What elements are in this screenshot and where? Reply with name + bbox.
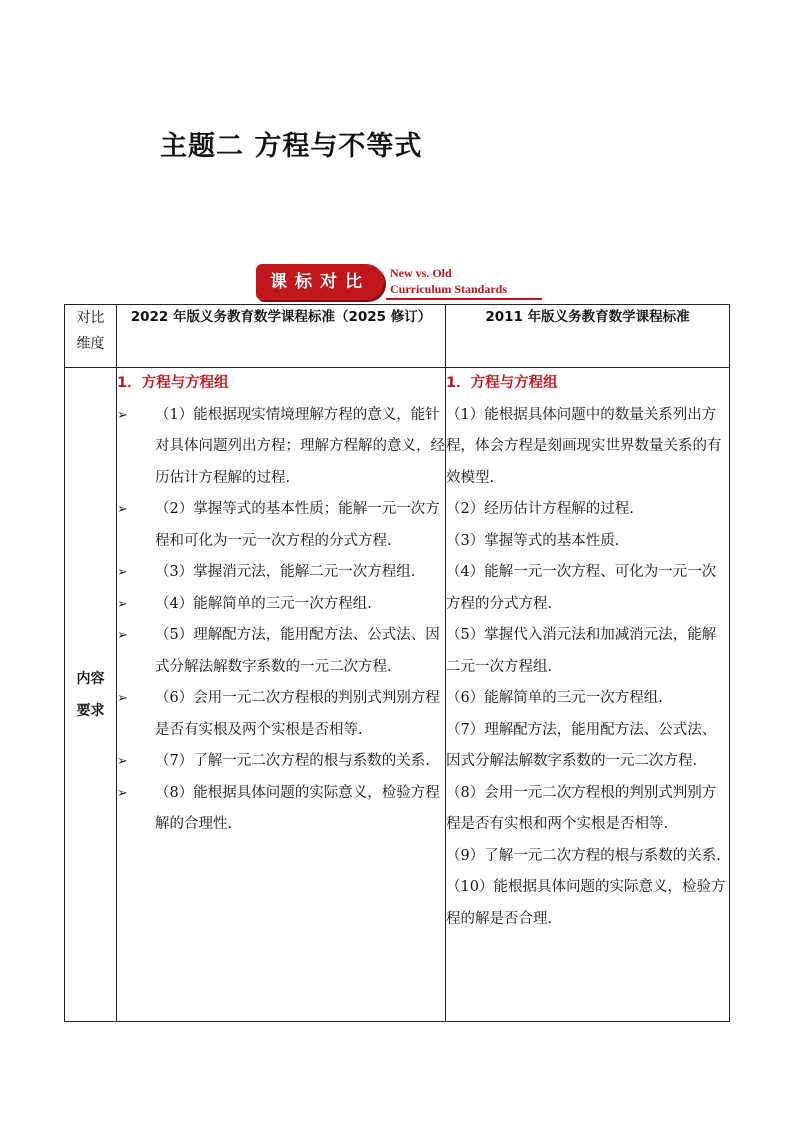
arrowhead-bullet-icon: ➢ <box>117 502 128 517</box>
list-item <box>117 494 445 557</box>
banner-label: 课标对比 <box>270 272 370 292</box>
table-header-row <box>65 305 730 368</box>
header-old-standard: 2011 年版义务教育数学课程标准 <box>446 305 730 368</box>
list-item-text: （8）能根据具体问题的实际意义，检验方程解的合理性. <box>155 784 440 832</box>
table-row-content-requirements <box>65 368 730 1022</box>
list-item-text: （4）能解简单的三元一次方程组. <box>155 595 372 612</box>
list-item: （6）能解简单的三元一次方程组. <box>446 690 663 706</box>
list-item: （2）经历估计方程解的过程. <box>446 501 634 517</box>
list-item: （8）会用一元二次方程根的判别式判别方程是否有实根和两个实根是否相等. <box>446 784 717 832</box>
list-item <box>117 589 445 621</box>
list-item: （5）掌握代入消元法和加减消元法，能解二元一次方程组. <box>446 627 717 675</box>
list-item: （1）能根据具体问题中的数量关系列出方程，体会方程是刻画现实世界数量关系的有效模型. <box>446 406 722 486</box>
row-label-line1: 内容 <box>76 670 105 687</box>
comparison-table <box>64 304 730 1022</box>
list-item: （3）掌握等式的基本性质. <box>446 532 620 549</box>
arrowhead-bullet-icon: ➢ <box>117 785 128 801</box>
list-item: （4）能解一元一次方程、可化为一元一次方程的分式方程. <box>446 564 717 612</box>
old-standard-cell <box>446 368 730 1022</box>
banner-english-line2: Curriculum Standards <box>390 282 508 296</box>
banner-english-line1: New vs. Old <box>390 266 452 280</box>
header-dimension <box>65 305 117 368</box>
list-item: （9）了解一元二次方程的根与系数的关系. <box>446 847 721 864</box>
list-item <box>117 746 445 778</box>
arrowhead-bullet-icon: ➢ <box>117 407 128 423</box>
header-dimension-line1: 对比 <box>76 310 105 326</box>
row-label <box>65 368 117 1022</box>
list-item <box>117 778 445 841</box>
header-new-standard: 2022 年版义务教育数学课程标准（2025 修订） <box>117 305 446 368</box>
list-item <box>117 683 445 746</box>
list-item-text: （5）理解配方法，能用配方法、公式法、因式分解法解数字系数的一元二次方程. <box>155 627 440 675</box>
arrowhead-bullet-icon: ➢ <box>117 754 128 769</box>
list-item: （10）能根据具体问题的实际意义，检验方程的解是否合理. <box>446 879 726 927</box>
list-item-text: （7）了解一元二次方程的根与系数的关系. <box>155 753 430 769</box>
header-dimension-line2: 维度 <box>76 336 105 352</box>
list-item-text: （3）掌握消元法，能解二元一次方程组. <box>155 564 416 580</box>
old-section-heading: 1．方程与方程组 <box>446 375 558 391</box>
arrowhead-bullet-icon: ➢ <box>117 596 128 612</box>
new-standard-cell <box>117 368 446 1022</box>
banner-underline <box>386 298 542 300</box>
arrowhead-bullet-icon: ➢ <box>117 565 128 580</box>
list-item-text: （1）能根据现实情境理解方程的意义，能针对具体问题列出方程；理解方程解的意义，经历估计方程解的过程. <box>155 406 445 486</box>
list-item <box>117 557 445 589</box>
list-item: （7）理解配方法，能用配方法、公式法、因式分解法解数字系数的一元二次方程. <box>446 721 717 769</box>
new-section-heading: 1．方程与方程组 <box>117 375 229 391</box>
row-label-line2: 要求 <box>76 702 105 719</box>
list-item <box>117 400 445 495</box>
list-item-text: （2）掌握等式的基本性质；能解一元一次方程和可化为一元一次方程的分式方程. <box>155 501 440 549</box>
section-banner <box>256 264 544 300</box>
list-item-text: （6）会用一元二次方程根的判别式判别方程是否有实根及两个实根是否相等. <box>155 690 440 738</box>
page-title: 主题二 方程与不等式 <box>160 131 423 162</box>
list-item <box>117 620 445 683</box>
arrowhead-bullet-icon: ➢ <box>117 691 128 706</box>
arrowhead-bullet-icon: ➢ <box>117 628 128 643</box>
